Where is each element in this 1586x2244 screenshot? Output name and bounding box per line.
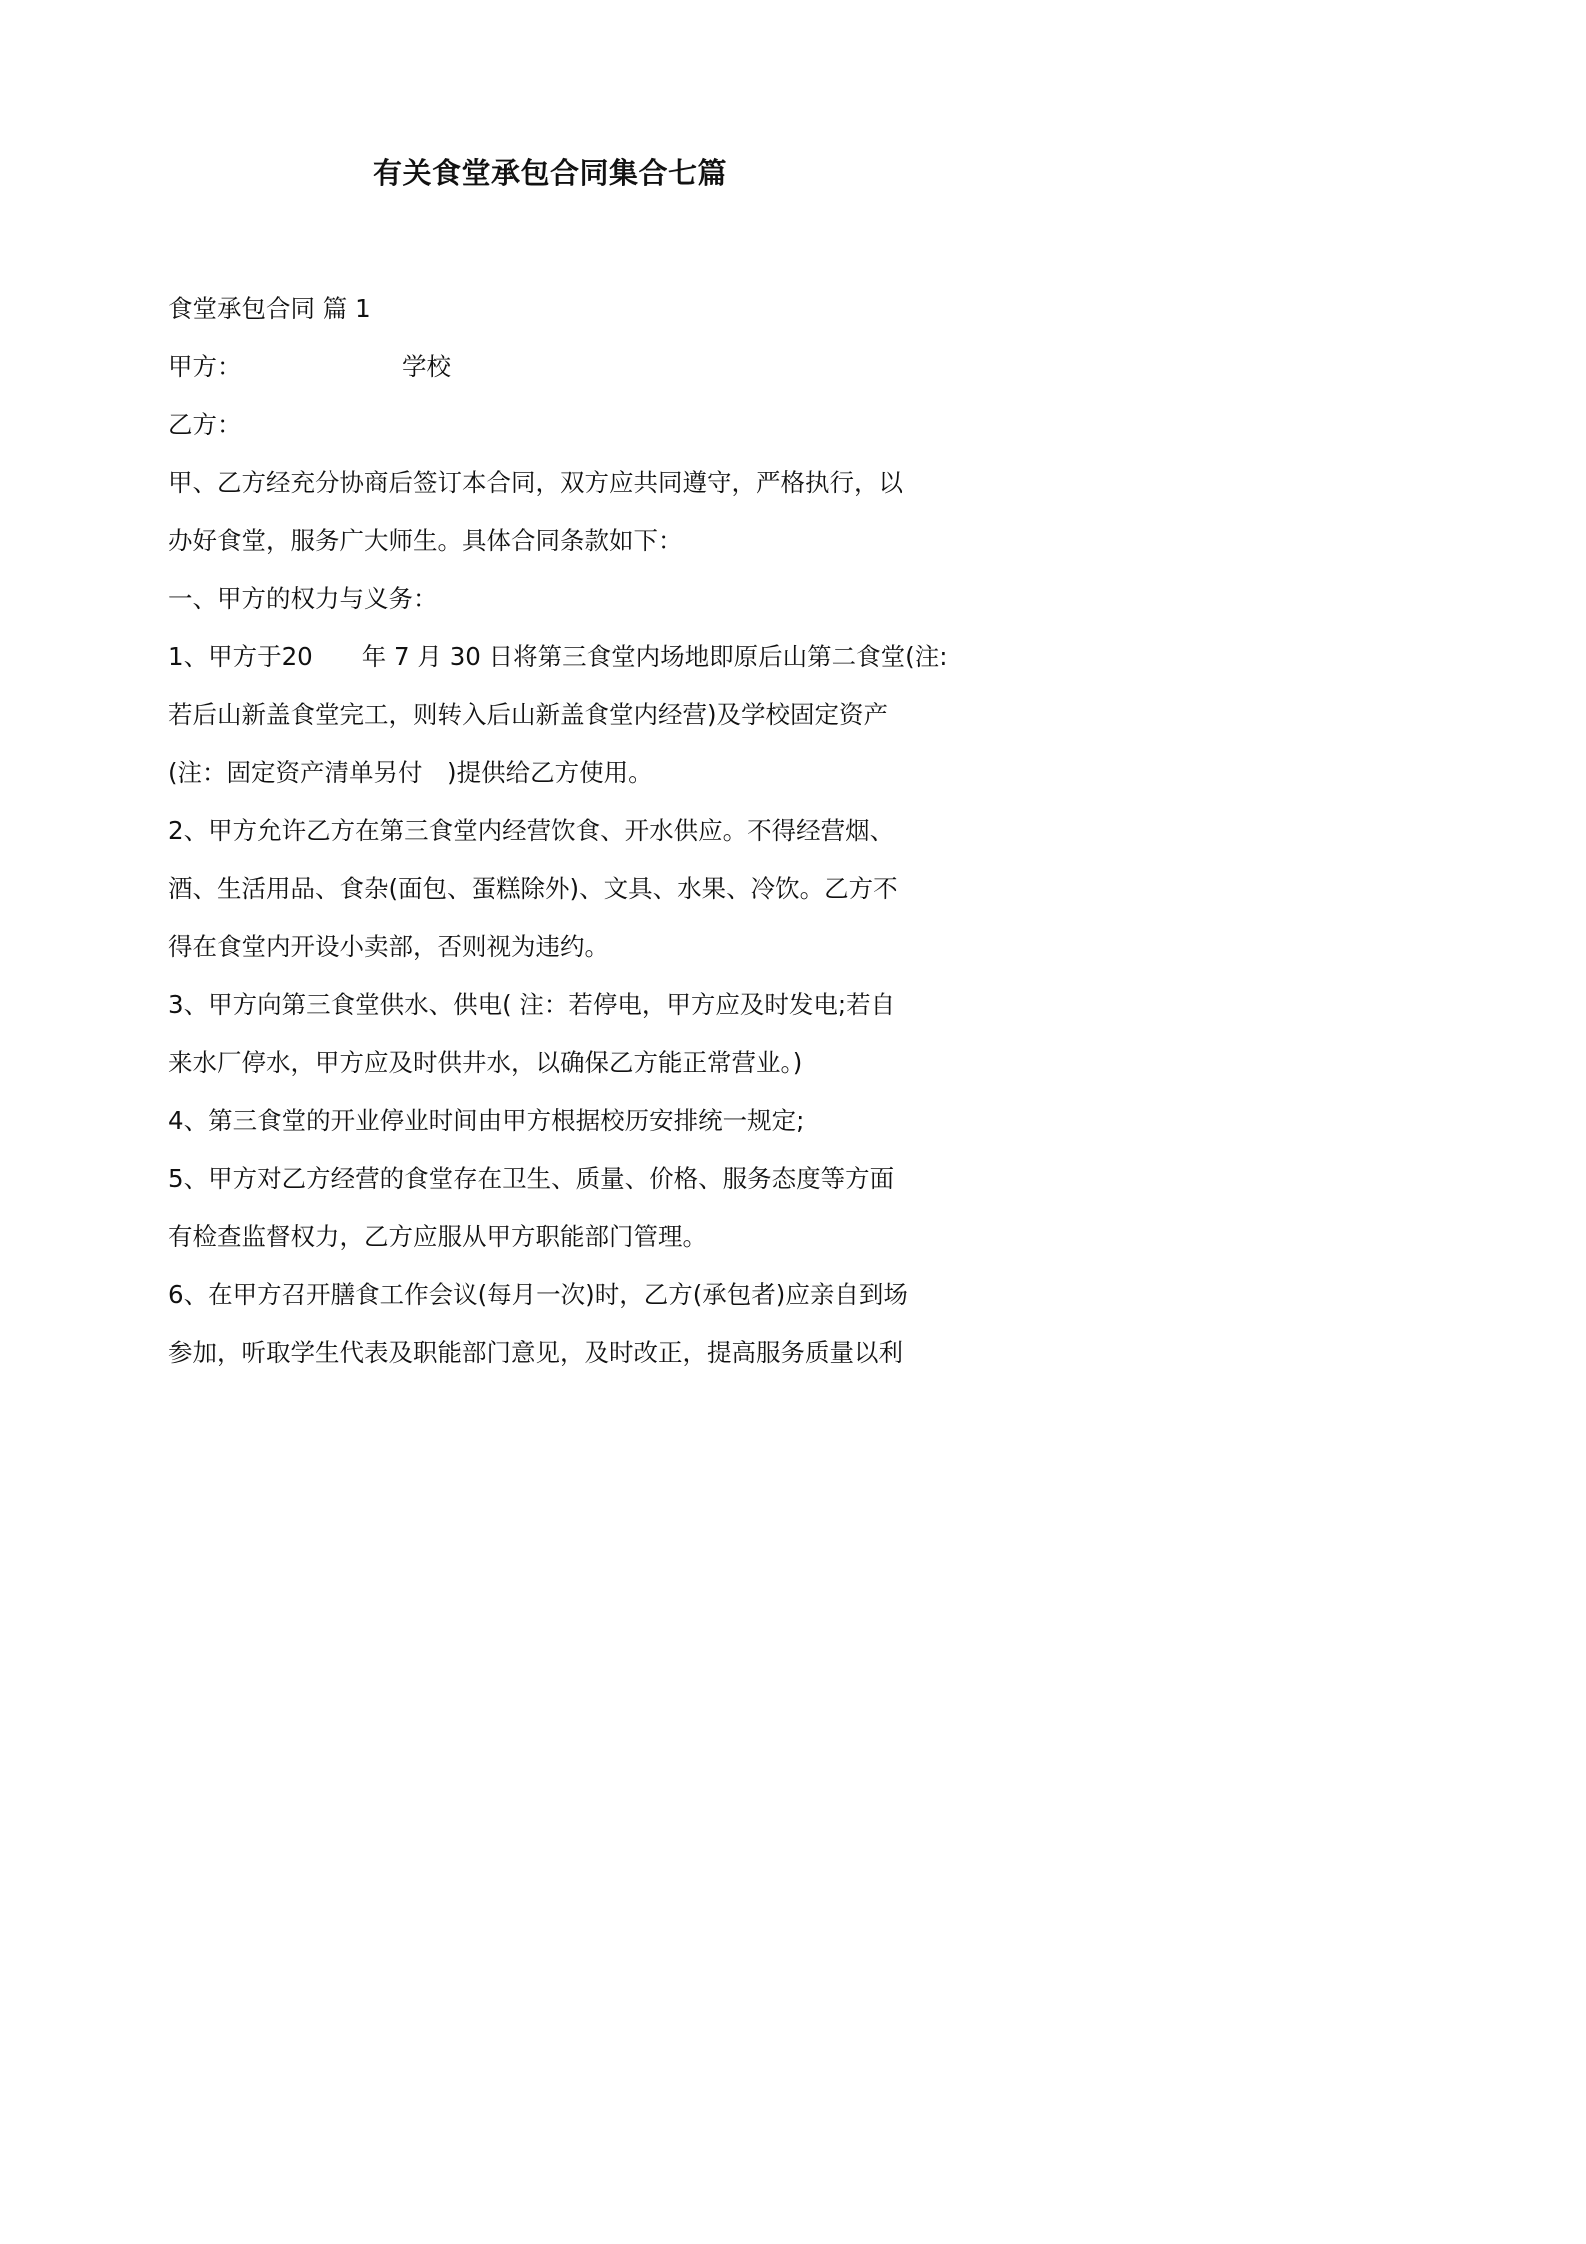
party-a-line [168, 338, 948, 396]
clause-line: 得在食堂内开设小卖部，否则视为违约。 [168, 932, 609, 961]
clause-line: 有检查监督权力，乙方应服从甲方职能部门管理。 [168, 1222, 707, 1251]
clause-line: 4、第三食堂的开业停业时间由甲方根据校历安排统一规定; [168, 1106, 805, 1135]
clause-line: (注：固定资产清单另付 )提供给乙方使用。 [168, 758, 653, 787]
party-b-line [168, 396, 948, 454]
party-a-value: 学校 [402, 352, 451, 381]
paragraph-line: 办好食堂，服务广大师生。具体合同条款如下： [168, 526, 683, 555]
document-title: 有关食堂承包合同集合七篇 [372, 156, 727, 190]
party-a-label: 甲方： [168, 352, 242, 381]
clause-line: 3、甲方向第三食堂供水、供电( 注：若停电，甲方应及时发电;若自 [168, 990, 896, 1019]
party-b-label: 乙方： [168, 410, 242, 439]
clause-line: 6、在甲方召开膳食工作会议(每月一次)时，乙方(承包者)应亲自到场 [168, 1280, 908, 1309]
clause-heading: 一、甲方的权力与义务： [168, 584, 438, 613]
clause-line: 2、甲方允许乙方在第三食堂内经营饮食、开水供应。不得经营烟、 [168, 816, 895, 845]
clause-line: 若后山新盖食堂完工，则转入后山新盖食堂内经营)及学校固定资产 [168, 700, 889, 729]
clause-line: 5、甲方对乙方经营的食堂存在卫生、质量、价格、服务态度等方面 [168, 1164, 895, 1193]
clause-line: 来水厂停水，甲方应及时供井水，以确保乙方能正常营业。) [168, 1048, 803, 1077]
document-body [168, 280, 948, 1382]
clause-line: 酒、生活用品、食杂(面包、蛋糕除外)、文具、水果、冷饮。乙方不 [168, 874, 898, 903]
document-page [0, 0, 1100, 1555]
clause-line: 1、甲方于20 年 7 月 30 日将第三食堂内场地即原后山第二食堂(注: [168, 642, 948, 671]
clause-line: 参加，听取学生代表及职能部门意见，及时改正，提高服务质量以利 [168, 1338, 903, 1367]
paragraph-line: 甲、乙方经充分协商后签订本合同，双方应共同遵守，严格执行，以 [168, 468, 903, 497]
section-heading: 食堂承包合同 篇 1 [168, 294, 371, 323]
